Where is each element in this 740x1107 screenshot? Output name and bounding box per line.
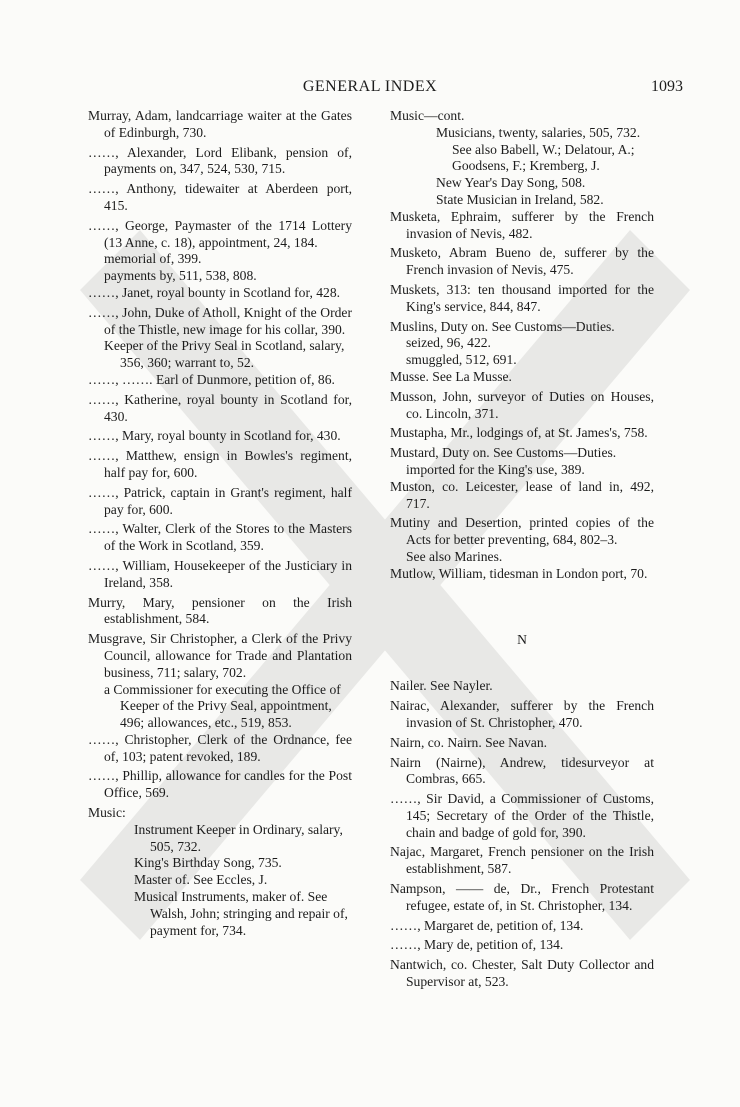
index-entry: ……, Christopher, Clerk of the Ordnance, fee of, 103; patent revoked, 189.: [88, 731, 352, 764]
index-entry: ……, Margaret de, petition of, 134.: [390, 917, 584, 933]
index-entry: payments by, 511, 538, 808.: [104, 268, 257, 284]
index-entry: Nairn (Nairne), Andrew, tidesurveyor at Combras, 665.: [390, 754, 654, 787]
index-entry: smuggled, 512, 691.: [406, 352, 517, 368]
index-entry: memorial of, 399.: [104, 251, 202, 267]
index-entry: Nantwich, co. Chester, Salt Duty Collector and Supervisor at, 523.: [390, 957, 654, 990]
index-entry: Mutlow, William, tidesman in London port, 70.: [390, 565, 648, 581]
index-entry: Najac, Margaret, French pensioner on the Irish establishment, 587.: [390, 844, 654, 877]
index-entry: Nailer. See Nayler.: [390, 678, 493, 694]
index-entry: Musicians, twenty, salaries, 505, 732. See also Babell, W.; Delatour, A.; Goodsens, F.; Kremberg, J.: [436, 124, 641, 174]
index-entry: Murry, Mary, pensioner on the Irish establishment, 584.: [88, 594, 352, 627]
index-entry: ……, Matthew, ensign in Bowles's regiment, half pay for, 600.: [88, 448, 352, 480]
index-entry: Nairn, co. Nairn. See Navan.: [390, 734, 548, 750]
index-entry: ……, Janet, royal bounty in Scotland for, 428.: [88, 284, 341, 300]
index-entry: Nairac, Alexander, sufferer by the French invasion of St. Christopher, 470.: [390, 698, 654, 730]
index-entry: Mustard, Duty on. See Customs—Duties.: [390, 445, 617, 461]
right-index-column: [390, 108, 654, 994]
index-entry: ……, Alexander, Lord Elibank, pension of, payments on, 347, 524, 530, 715.: [88, 144, 352, 177]
index-entry: Music—cont.: [390, 108, 465, 123]
index-entry: ……, Mary de, petition of, 134.: [390, 937, 564, 953]
index-entry: ……, John, Duke of Atholl, Knight of the Order of the Thistle, new image for his collar, 390.: [88, 304, 352, 337]
left-index-column: [88, 108, 352, 939]
index-entry: imported for the King's use, 389.: [406, 461, 585, 477]
index-entry: King's Birthday Song, 735.: [134, 855, 282, 871]
index-entry: ……, Sir David, a Commissioner of Customs, 145; Secretary of the Order of the Thistle, chain and badge of gold for, 390.: [390, 791, 654, 840]
index-entry: Master of. See Eccles, J.: [134, 872, 268, 888]
index-entry: Muslins, Duty on. See Customs—Duties.: [390, 318, 615, 334]
index-entry: ……, William, Housekeeper of the Justiciary in Ireland, 358.: [88, 557, 352, 590]
section-letter-n: N: [517, 631, 527, 647]
index-entry: Muston, co. Leicester, lease of land in, 492, 717.: [390, 478, 654, 511]
index-entry: Mustapha, Mr., lodgings of, at St. James's, 758.: [390, 425, 648, 441]
index-entry: Musson, John, surveyor of Duties on Houses, co. Lincoln, 371.: [390, 388, 654, 421]
page-number: 1093: [651, 78, 683, 95]
index-entry: State Musician in Ireland, 582.: [436, 191, 604, 207]
index-entry: Instrument Keeper in Ordinary, salary, 505, 732.: [134, 821, 343, 854]
index-entry: ……, Patrick, captain in Grant's regiment, half pay for, 600.: [88, 484, 352, 517]
index-entry: ……, Anthony, tidewaiter at Aberdeen port, 415.: [88, 181, 352, 213]
index-entry: Keeper of the Privy Seal in Scotland, salary, 356, 360; warrant to, 52.: [104, 338, 345, 371]
index-entry: seized, 96, 422.: [406, 335, 491, 351]
index-entry: Nampson, —— de, Dr., French Protestant refugee, estate of, in St. Christopher, 134.: [390, 881, 654, 913]
index-entry: ……, ……. Earl of Dunmore, petition of, 86.: [88, 371, 335, 387]
index-entry: Music:: [88, 805, 126, 821]
index-entry: Mutiny and Desertion, printed copies of the Acts for better preventing, 684, 802–3.: [390, 515, 654, 548]
index-entry: Musse. See La Musse.: [390, 368, 512, 384]
index-entry: ……, Phillip, allowance for candles for the Post Office, 569.: [88, 768, 352, 801]
index-entry: ……, Mary, royal bounty in Scotland for, 430.: [88, 428, 341, 444]
index-entry: ……, Walter, Clerk of the Stores to the Masters of the Work in Scotland, 359.: [88, 521, 352, 554]
index-entry: Musketa, Ephraim, sufferer by the French invasion of Nevis, 482.: [390, 208, 654, 241]
index-entry: See also Marines.: [406, 548, 503, 564]
index-entry: Muskets, 313: ten thousand imported for the King's service, 844, 847.: [390, 281, 654, 314]
index-entry: Musketo, Abram Bueno de, sufferer by the French invasion of Nevis, 475.: [390, 245, 654, 278]
index-entry: Musgrave, Sir Christopher, a Clerk of the Privy Council, allowance for Trade and Plantation business, 711; salary, 702.: [88, 631, 352, 680]
page-header-title: GENERAL INDEX: [302, 78, 438, 95]
index-entry: a Commissioner for executing the Office of Keeper of the Privy Seal, appointment, 496; allowances, etc., 519, 853.: [104, 681, 341, 731]
index-entry: New Year's Day Song, 508.: [436, 175, 586, 191]
index-entry: ……, George, Paymaster of the 1714 Lottery (13 Anne, c. 18), appointment, 24, 184.: [88, 217, 352, 250]
index-entry: Murray, Adam, landcarriage waiter at the Gates of Edinburgh, 730.: [88, 108, 352, 140]
index-entry: ……, Katherine, royal bounty in Scotland for, 430.: [88, 391, 352, 424]
index-entry: Musical Instruments, maker of. See Walsh, John; stringing and repair of, payment for, 734.: [134, 889, 348, 938]
